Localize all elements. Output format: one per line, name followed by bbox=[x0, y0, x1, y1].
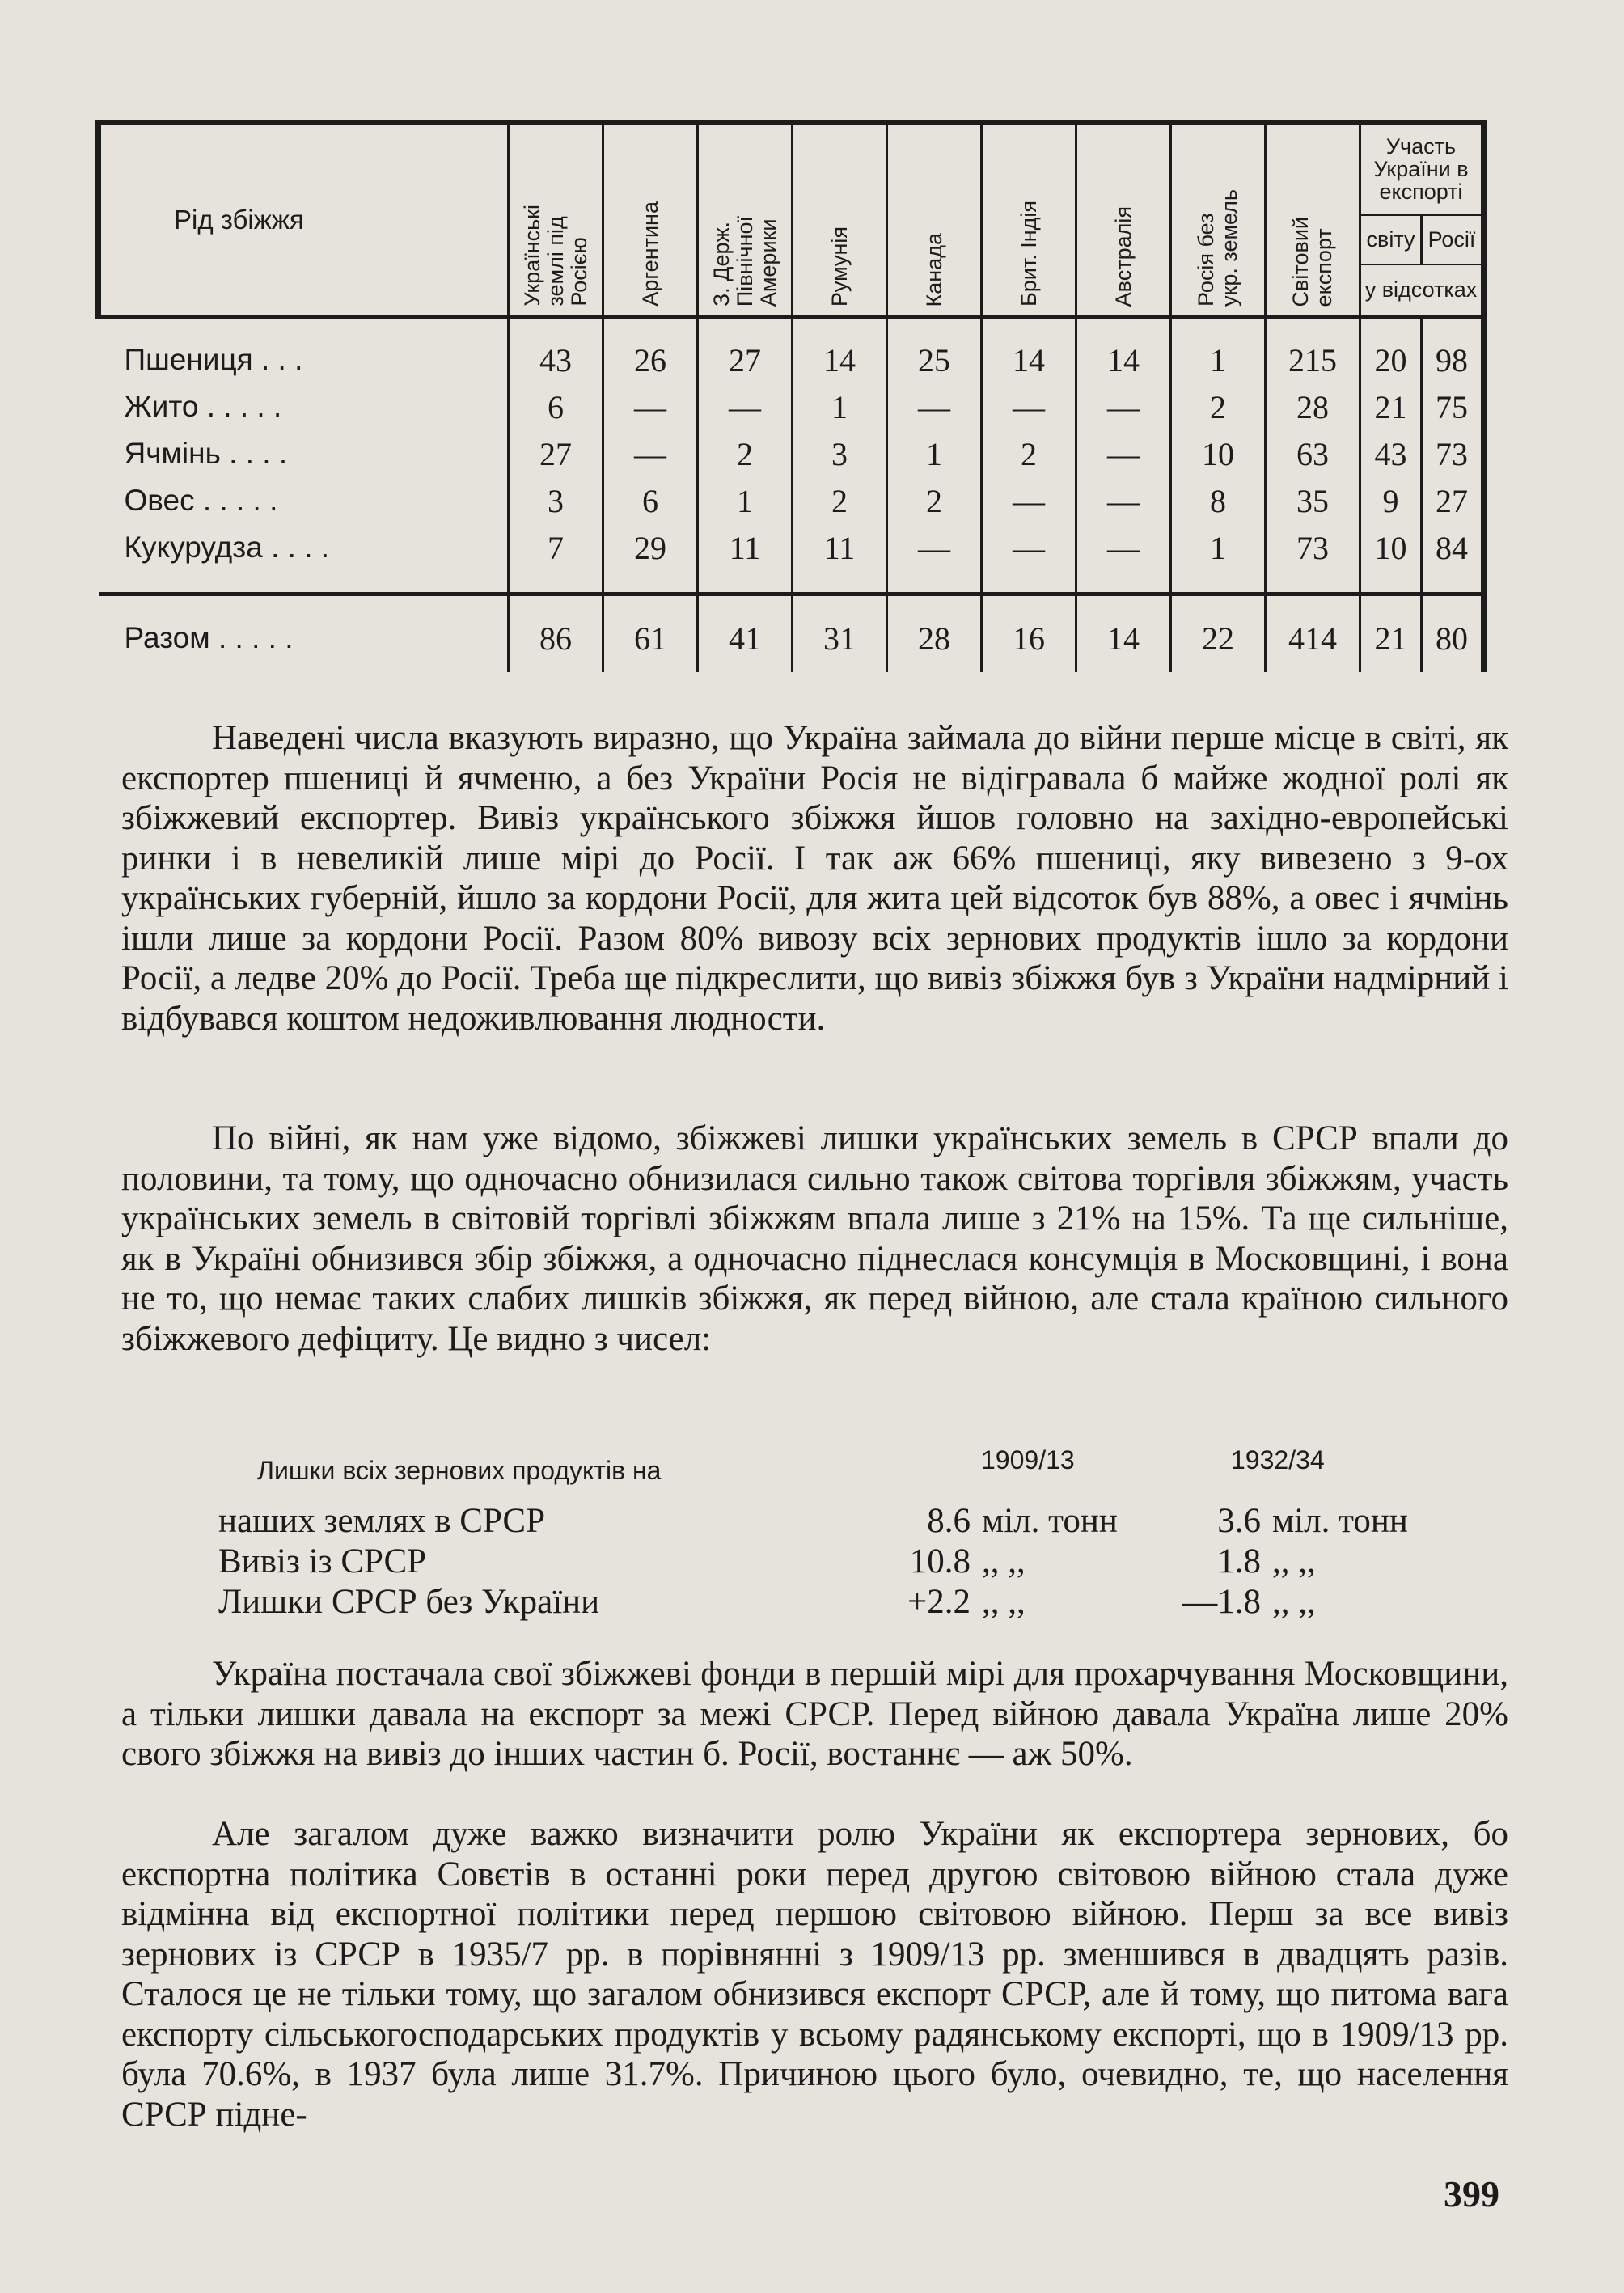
surplus-row bbox=[218, 1541, 1466, 1581]
table-cell: 8 bbox=[1171, 477, 1266, 524]
percent-subheader: у відсотках bbox=[1360, 264, 1484, 317]
table-cell: 3 bbox=[793, 430, 887, 477]
table-cell: 27 bbox=[1421, 477, 1483, 524]
table-cell: 29 bbox=[603, 524, 698, 594]
table-cell: 43 bbox=[509, 317, 603, 384]
world-subheader: світу bbox=[1360, 214, 1422, 264]
grain-name: Овес . . . . . bbox=[124, 484, 278, 517]
table-cell: 43 bbox=[1360, 430, 1422, 477]
table-cell: 2 bbox=[887, 477, 982, 524]
table-cell: 28 bbox=[887, 594, 982, 673]
paragraph: Але загалом дуже важко визначити ролю України як експортера зернових, бо експортна політика Совєтів в останні роки перед другою світовою війною стала дуже відмінна від експортної політики перед першою світовою війною. Перш за все вивіз зернових із СРСР в 1935/7 рр. в порівнянні з 1909/13 рр. зменшився в двадцять разів. Сталося це не тільки тому, що загалом обнизився експорт СРСР, але й тому, що питома вага експорту сільськогосподарських продуктів у всьому радянському експорті, що в 1909/13 рр. була 70.6%, в 1937 була лише 31.7%. Причиною цього було, очевидно, те, що населення СРСР підне- bbox=[121, 1815, 1508, 2134]
table-cell: 2 bbox=[793, 477, 887, 524]
table-cell: 10 bbox=[1171, 430, 1266, 477]
table-cell: — bbox=[887, 383, 982, 430]
grain-export-table bbox=[95, 120, 1487, 672]
table-cell: 35 bbox=[1266, 477, 1360, 524]
table-cell: 6 bbox=[509, 383, 603, 430]
surplus-row bbox=[218, 1581, 1466, 1622]
table-cell: — bbox=[982, 524, 1076, 594]
table-cell: 1 bbox=[793, 383, 887, 430]
column-header: Канада bbox=[887, 122, 982, 317]
surplus-u1: ,, ,, bbox=[982, 1582, 1026, 1621]
table-cell: 25 bbox=[887, 317, 982, 384]
table-cell: — bbox=[982, 477, 1076, 524]
table-cell: 20 bbox=[1360, 317, 1422, 384]
table-cell: 10 bbox=[1360, 524, 1422, 594]
paragraph: Україна постачала свої збіжжеві фонди в першій мірі для прохарчування Московщини, а тільки лишки давала на експорт за межі СРСР. Перед війною давала Україна лише 20% свого збіжжя на вивіз до інших частин б. Росії, востаннє — аж 50%. bbox=[121, 1655, 1508, 1773]
table-cell: 80 bbox=[1421, 594, 1483, 673]
surplus-v1: +2.2 bbox=[907, 1582, 971, 1621]
table-cell: 7 bbox=[509, 524, 603, 594]
table-cell: 1 bbox=[887, 430, 982, 477]
table-cell: 1 bbox=[1171, 524, 1266, 594]
table-cell: 14 bbox=[793, 317, 887, 384]
paragraph: Наведені числа вказують виразно, що Україна займала до війни перше місце в світі, як експортер пшениці й ячменю, а без України Росія не відігравала б майже жодної ролі як збіжжевий експортер. Вивіз українського збіжжя йшов головно на західно-европейські ринки і в невеликій лише мірі до Росії. І так аж 66% пшениці, яку вивезено з 9-ох українських губерній, йшло за кордони Росії, для жита цей відсоток був 88%, а овес і ячмінь ішли лише за кордони Росії. Разом 80% вивозу всіх зернових продуктів ішло за кордони Росії, а ледве 20% до Росії. Треба ще підкреслити, що вивіз збіжжя був з України надмірний і відбувався коштом недоживлювання людности. bbox=[121, 719, 1508, 1038]
table-cell: 21 bbox=[1360, 594, 1422, 673]
table-cell: 3 bbox=[509, 477, 603, 524]
table-cell: 27 bbox=[698, 317, 793, 384]
surplus-u2: міл. тонн bbox=[1272, 1501, 1408, 1540]
surplus-caption: Лишки всіх зернових продуктів на bbox=[257, 1456, 662, 1485]
table-row bbox=[99, 317, 1484, 384]
table-cell: 2 bbox=[982, 430, 1076, 477]
column-header: Австралія bbox=[1076, 122, 1171, 317]
grain-name: Пшениця . . . bbox=[124, 343, 303, 376]
table-cell: 14 bbox=[982, 317, 1076, 384]
table-cell: 2 bbox=[698, 430, 793, 477]
table-cell: 26 bbox=[603, 317, 698, 384]
table-cell: — bbox=[603, 430, 698, 477]
table-cell: — bbox=[982, 383, 1076, 430]
column-header: Світовий експорт bbox=[1266, 122, 1360, 317]
surplus-label: Вивіз із СРСР bbox=[218, 1542, 427, 1580]
table-cell: 11 bbox=[793, 524, 887, 594]
table-row bbox=[99, 477, 1484, 524]
table-cell: 41 bbox=[698, 594, 793, 673]
table-row bbox=[99, 524, 1484, 594]
surplus-label: Лишки СРСР без України bbox=[218, 1582, 600, 1621]
table-cell: 21 bbox=[1360, 383, 1422, 430]
paragraph: По війні, як нам уже відомо, збіжжеві лишки українських земель в СРСР впали до половини, та тому, що одночасно обнизилася сильно також світова торгівля збіжжям, участь українських земель в світовій торгівлі збіжжям впала лише з 21% на 15%. Та ще сильніше, як в Україні обнизився збір збіжжя, а одночасно піднеслася консумція в Московщині, і вона не то, що немає таких слабих лишків збіжжя, як перед війною, але стала країною сильного збіжжевого дефіциту. Це видно з чисел: bbox=[121, 1119, 1508, 1358]
table-cell: 31 bbox=[793, 594, 887, 673]
surplus-table bbox=[218, 1500, 1466, 1622]
table-cell: — bbox=[603, 383, 698, 430]
table-cell: 14 bbox=[1076, 317, 1171, 384]
grain-name: Жито . . . . . bbox=[124, 390, 282, 423]
surplus-row bbox=[218, 1500, 1466, 1541]
table-cell: 98 bbox=[1421, 317, 1483, 384]
table-cell: 1 bbox=[1171, 317, 1266, 384]
table-cell: — bbox=[1076, 383, 1171, 430]
table-row bbox=[99, 383, 1484, 430]
table-row bbox=[99, 430, 1484, 477]
column-header: Румунія bbox=[793, 122, 887, 317]
surplus-u1: ,, ,, bbox=[982, 1542, 1026, 1580]
table-cell: 6 bbox=[603, 477, 698, 524]
ukraine-share-header: Участь України в експорті bbox=[1360, 122, 1484, 214]
table-cell: 11 bbox=[698, 524, 793, 594]
table-cell: — bbox=[1076, 477, 1171, 524]
table-cell: 86 bbox=[509, 594, 603, 673]
table-cell: 414 bbox=[1266, 594, 1360, 673]
table-cell: 61 bbox=[603, 594, 698, 673]
table-cell: 16 bbox=[982, 594, 1076, 673]
table-cell: 28 bbox=[1266, 383, 1360, 430]
table-cell: — bbox=[1076, 524, 1171, 594]
table-cell: 22 bbox=[1171, 594, 1266, 673]
surplus-v2: —1.8 bbox=[1182, 1582, 1261, 1621]
table-cell: 14 bbox=[1076, 594, 1171, 673]
grain-kind-header: Рід збіжжя bbox=[99, 122, 509, 317]
table-cell: 84 bbox=[1421, 524, 1483, 594]
surplus-u1: міл. тонн bbox=[982, 1501, 1118, 1540]
table-cell: 2 bbox=[1171, 383, 1266, 430]
surplus-v2: 3.6 bbox=[1217, 1501, 1261, 1540]
grain-name: Ячмінь . . . . bbox=[124, 437, 288, 470]
column-header: Українські землі під Росією bbox=[509, 122, 603, 317]
grain-name: Разом . . . . . bbox=[99, 594, 509, 673]
surplus-v1: 10.8 bbox=[909, 1542, 971, 1580]
table-cell: 75 bbox=[1421, 383, 1483, 430]
surplus-label: наших землях в СРСР bbox=[218, 1501, 546, 1540]
column-header: Брит. Індія bbox=[982, 122, 1076, 317]
table-cell: 73 bbox=[1266, 524, 1360, 594]
table-cell: — bbox=[1076, 430, 1171, 477]
total-row bbox=[99, 594, 1484, 673]
table-cell: 1 bbox=[698, 477, 793, 524]
column-header: Росія без укр. земель bbox=[1171, 122, 1266, 317]
table-cell: — bbox=[887, 524, 982, 594]
column-header: З. Держ. Північної Америки bbox=[698, 122, 793, 317]
page-number: 399 bbox=[1444, 2173, 1499, 2215]
table-cell: 27 bbox=[509, 430, 603, 477]
table-cell: 63 bbox=[1266, 430, 1360, 477]
column-header: Аргентина bbox=[603, 122, 698, 317]
grain-name: Кукурудза . . . . bbox=[124, 531, 330, 564]
table-cell: 215 bbox=[1266, 317, 1360, 384]
surplus-u2: ,, ,, bbox=[1272, 1542, 1316, 1580]
table-cell: 73 bbox=[1421, 430, 1483, 477]
surplus-v1: 8.6 bbox=[927, 1501, 971, 1540]
surplus-year-2: 1932/34 bbox=[1231, 1445, 1325, 1474]
table-cell: 9 bbox=[1360, 477, 1422, 524]
surplus-u2: ,, ,, bbox=[1272, 1582, 1316, 1621]
surplus-v2: 1.8 bbox=[1217, 1542, 1261, 1580]
surplus-year-1: 1909/13 bbox=[981, 1445, 1075, 1474]
russia-subheader: Росії bbox=[1421, 214, 1483, 264]
table-cell: — bbox=[698, 383, 793, 430]
